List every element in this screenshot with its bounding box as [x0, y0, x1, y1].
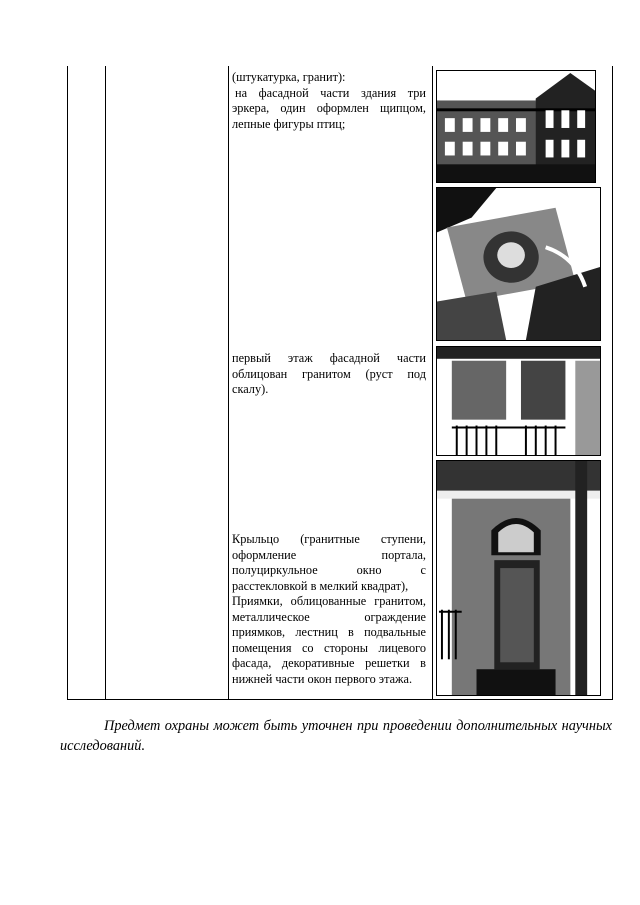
description-row-1-text: на фасадной части здания три эркера, один оформлен щипцом, лепные фигуры птиц;	[232, 85, 426, 131]
description-row-2	[232, 351, 426, 398]
description-row-1	[232, 70, 426, 132]
table-border-left	[67, 66, 68, 700]
table-divider-3	[432, 66, 433, 700]
photo-facade-bay-windows	[436, 70, 596, 183]
table-border-right	[612, 66, 613, 700]
table-divider-2	[228, 66, 229, 700]
description-row-2-text: первый этаж фасадной части облицован гранитом (руст под скалу).	[232, 351, 426, 396]
description-row-3-text-2: Приямки, облицованные гранитом, металлическое ограждение приямков, лестниц в подвальные помещения со стороны лицевого фасада, декоративные решетки в нижней части окон первого этажа.	[232, 594, 426, 686]
photo-entrance-portal	[436, 460, 601, 696]
table-divider-1	[105, 66, 106, 700]
footer-note: Предмет охраны может быть уточнен при проведении дополнительных научных исследований.	[60, 718, 612, 754]
photo-granite-ground-floor	[436, 346, 601, 456]
table-bottom-border	[67, 699, 613, 700]
photo-bird-sculpture	[436, 187, 601, 341]
description-row-3	[232, 532, 426, 687]
description-row-1-line1: (штукатурка, гранит):	[232, 70, 346, 84]
description-row-3-text-1: Крыльцо (гранитные ступени, оформление портала, полуциркульное окно с расстекловкой в мелкий квадрат),	[232, 532, 426, 593]
